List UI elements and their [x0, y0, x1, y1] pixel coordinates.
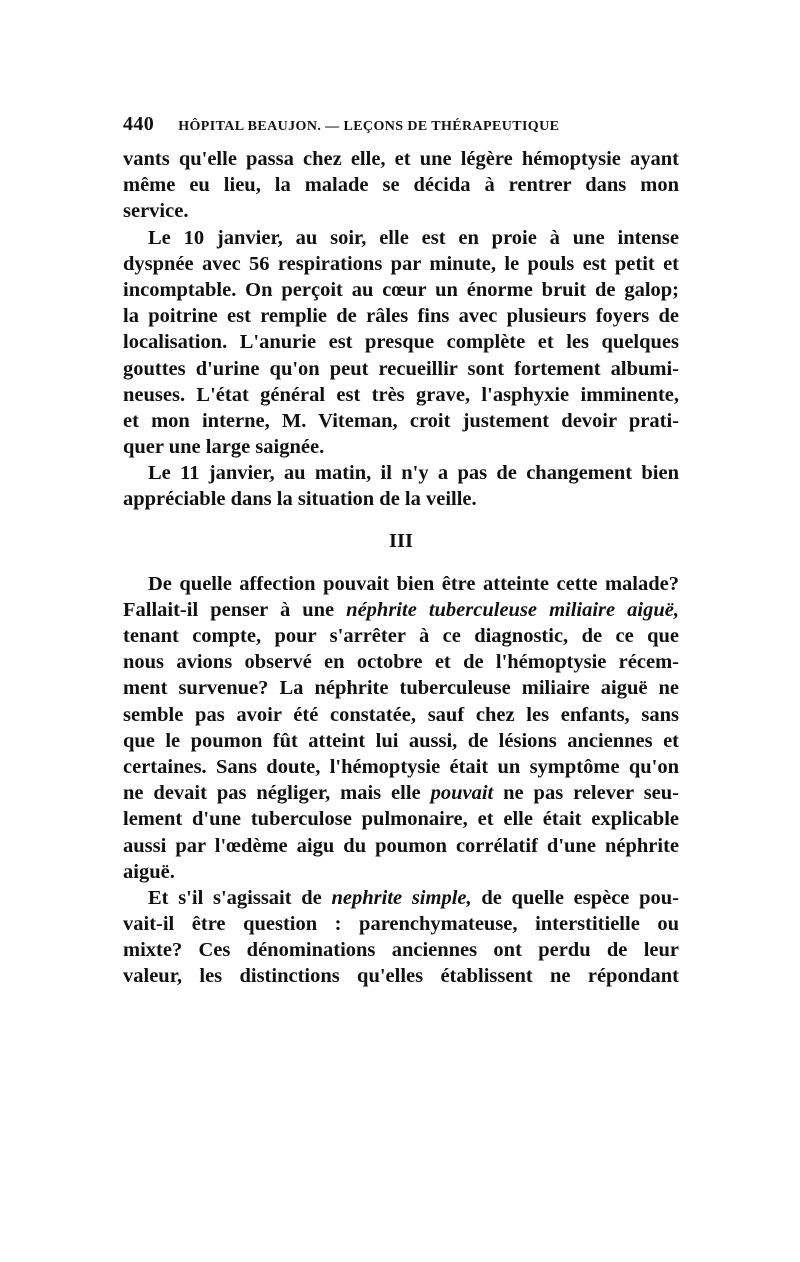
paragraph-3-line: Le 11 janvier, au matin, il n'y a pas de changement bien — [148, 462, 679, 485]
page-number: 440 — [123, 113, 155, 135]
paragraph-4-line: semble pas avoir été constatée, sauf chez les enfants, sans — [123, 703, 679, 726]
paragraph-4-line-text: ne pas relever seu- — [493, 782, 680, 805]
paragraph-4-line: nous avions observé en octobre et de l'hémoptysie récem- — [123, 651, 679, 674]
italic-term: nephrite simple, — [331, 886, 472, 909]
paragraph-5-line: valeur, les distinctions qu'elles établissent ne répondant — [123, 965, 679, 988]
paragraph-2-line: localisation. L'anurie est presque complète et les quelques — [123, 331, 679, 354]
paragraph-1-line: même eu lieu, la malade se décida à rentrer dans mon — [123, 174, 679, 197]
paragraph-5-line-text: de quelle espèce pou- — [471, 886, 679, 909]
paragraph-4-line-text: Fallait-il penser à une — [123, 598, 347, 621]
paragraph-4-line: aussi par l'œdème aigu du poumon corrélatif d'une néphrite — [123, 834, 679, 857]
section-heading: III — [389, 529, 413, 552]
paragraph-2-line: gouttes d'urine qu'on peut recueillir sont fortement albumi- — [123, 357, 679, 380]
paragraph-4-line: aiguë. — [123, 860, 175, 883]
paragraph-4-line: tenant compte, pour s'arrêter à ce diagnostic, de ce que — [123, 625, 679, 647]
paragraph-4-line-text: ne devait pas négliger, mais elle — [123, 782, 431, 805]
paragraph-4-line: lement d'une tuberculose pulmonaire, et elle était explicable — [123, 808, 679, 831]
running-head-title: HÔPITAL BEAUJON. — LEÇONS DE THÉRAPEUTIQUE — [178, 119, 560, 134]
paragraph-2-line: neuses. L'état général est très grave, l'asphyxie imminente, — [123, 383, 679, 406]
paragraph-5-line: vait-il être question : parenchymateuse, interstitielle ou — [123, 913, 679, 936]
paragraph-2-line: quer une large saignée. — [123, 436, 325, 459]
paragraph-4-line: que le poumon fût atteint lui aussi, de lésions anciennes et — [123, 729, 679, 752]
paragraph-2-line: la poitrine est remplie de râles fins avec plusieurs foyers de — [123, 305, 679, 328]
italic-term: néphrite tuberculeuse miliaire aiguë, — [346, 598, 679, 621]
paragraph-5-line: mixte? Ces dénominations anciennes ont perdu de leur — [123, 939, 679, 962]
paragraph-2-line: dyspnée avec 56 respirations par minute, le pouls est petit et — [123, 252, 679, 275]
paragraph-2-line: Le 10 janvier, au soir, elle est en proie à une intense — [148, 226, 679, 249]
paragraph-5-line — [123, 885, 679, 911]
paragraph-2-line: et mon interne, M. Viteman, croit justement devoir prati- — [123, 409, 679, 432]
paragraph-5-line-text: Et s'il s'agissait de — [148, 886, 332, 909]
paragraph-4-line: ment survenue? La néphrite tuberculeuse miliaire aiguë ne — [123, 677, 679, 700]
body-text — [123, 146, 679, 990]
paragraph-1-line: service. — [123, 200, 189, 223]
running-head — [123, 113, 679, 143]
italic-term: pouvait — [430, 782, 494, 805]
paragraph-2-line: incomptable. On perçoit au cœur un énorme bruit de galop; — [123, 278, 679, 301]
paragraph-4-line — [123, 780, 679, 806]
paragraph-3-line: appréciable dans la situation de la veille. — [123, 488, 477, 511]
paragraph-4-line: De quelle affection pouvait bien être atteinte cette malade? — [148, 572, 679, 595]
paragraph-4-line: certaines. Sans doute, l'hémoptysie était un symptôme qu'on — [123, 755, 679, 778]
paragraph-1-line: vants qu'elle passa chez elle, et une légère hémoptysie ayant — [123, 148, 679, 170]
paragraph-4-line — [123, 597, 679, 623]
